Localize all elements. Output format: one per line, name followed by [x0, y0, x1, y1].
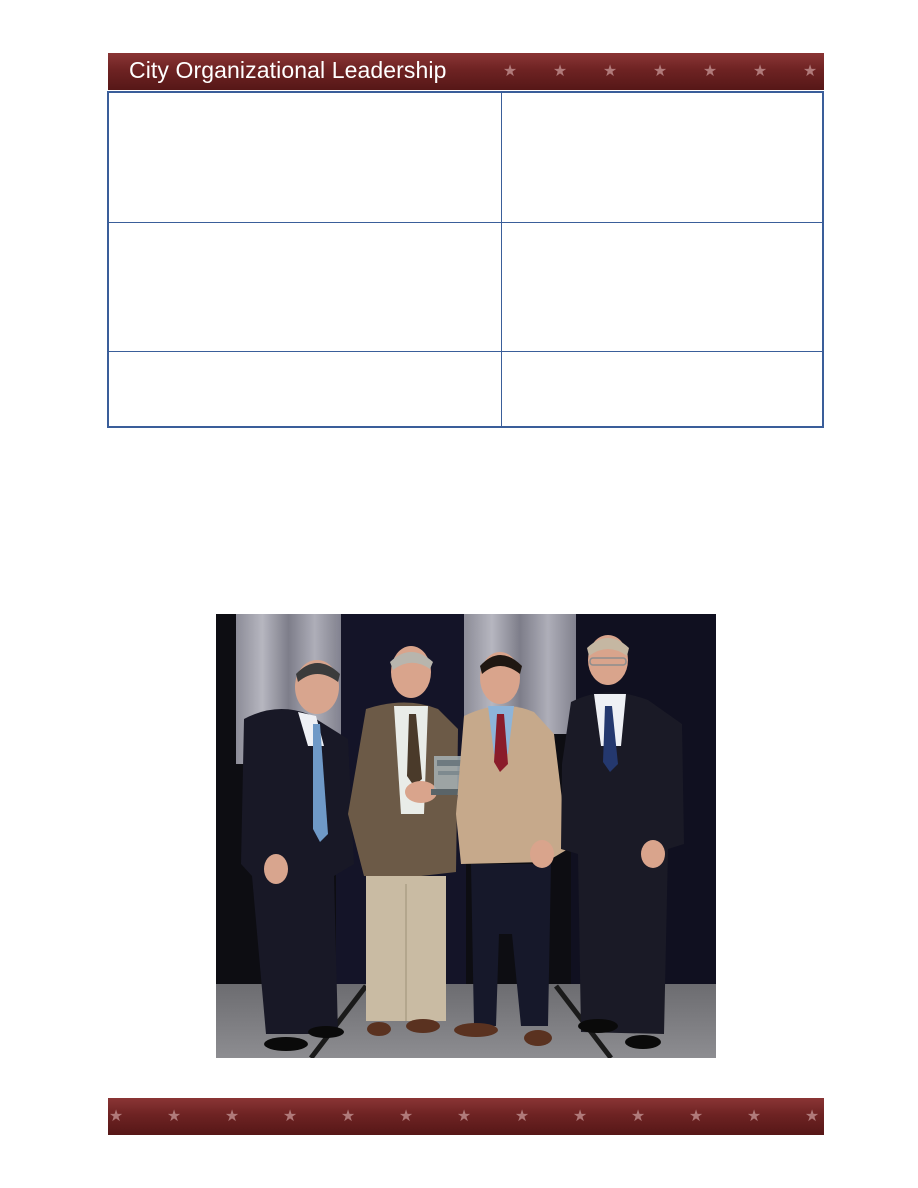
star-icon: ★ — [224, 1108, 240, 1125]
star-icon: ★ — [802, 63, 818, 80]
star-icon: ★ — [652, 63, 668, 80]
award-photo-illustration — [216, 614, 716, 1058]
star-icon: ★ — [746, 1108, 762, 1125]
table-cell — [108, 92, 502, 222]
header-banner — [108, 53, 824, 90]
footer-banner — [108, 1098, 824, 1135]
star-icon: ★ — [398, 1108, 414, 1125]
leadership-table — [107, 91, 824, 428]
star-icon: ★ — [630, 1108, 646, 1125]
star-icon: ★ — [752, 63, 768, 80]
table-row — [108, 92, 823, 222]
star-icon: ★ — [282, 1108, 298, 1125]
table-cell — [108, 222, 502, 351]
page-title: City Organizational Leadership — [129, 57, 447, 83]
table-cell — [502, 92, 824, 222]
table-row — [108, 351, 823, 427]
star-icon: ★ — [804, 1108, 820, 1125]
table-cell — [502, 222, 824, 351]
table-cell — [502, 351, 824, 427]
star-icon: ★ — [166, 1108, 182, 1125]
star-icon: ★ — [456, 1108, 472, 1125]
star-icon: ★ — [702, 63, 718, 80]
table-cell — [108, 351, 502, 427]
star-icon: ★ — [572, 1108, 588, 1125]
star-icon: ★ — [602, 63, 618, 80]
star-icon: ★ — [340, 1108, 356, 1125]
award-photo — [216, 614, 716, 1058]
star-icon: ★ — [514, 1108, 530, 1125]
star-icon: ★ — [688, 1108, 704, 1125]
star-icon: ★ — [108, 1108, 124, 1125]
star-icon: ★ — [552, 63, 568, 80]
star-icon: ★ — [502, 63, 518, 80]
table-row — [108, 222, 823, 351]
